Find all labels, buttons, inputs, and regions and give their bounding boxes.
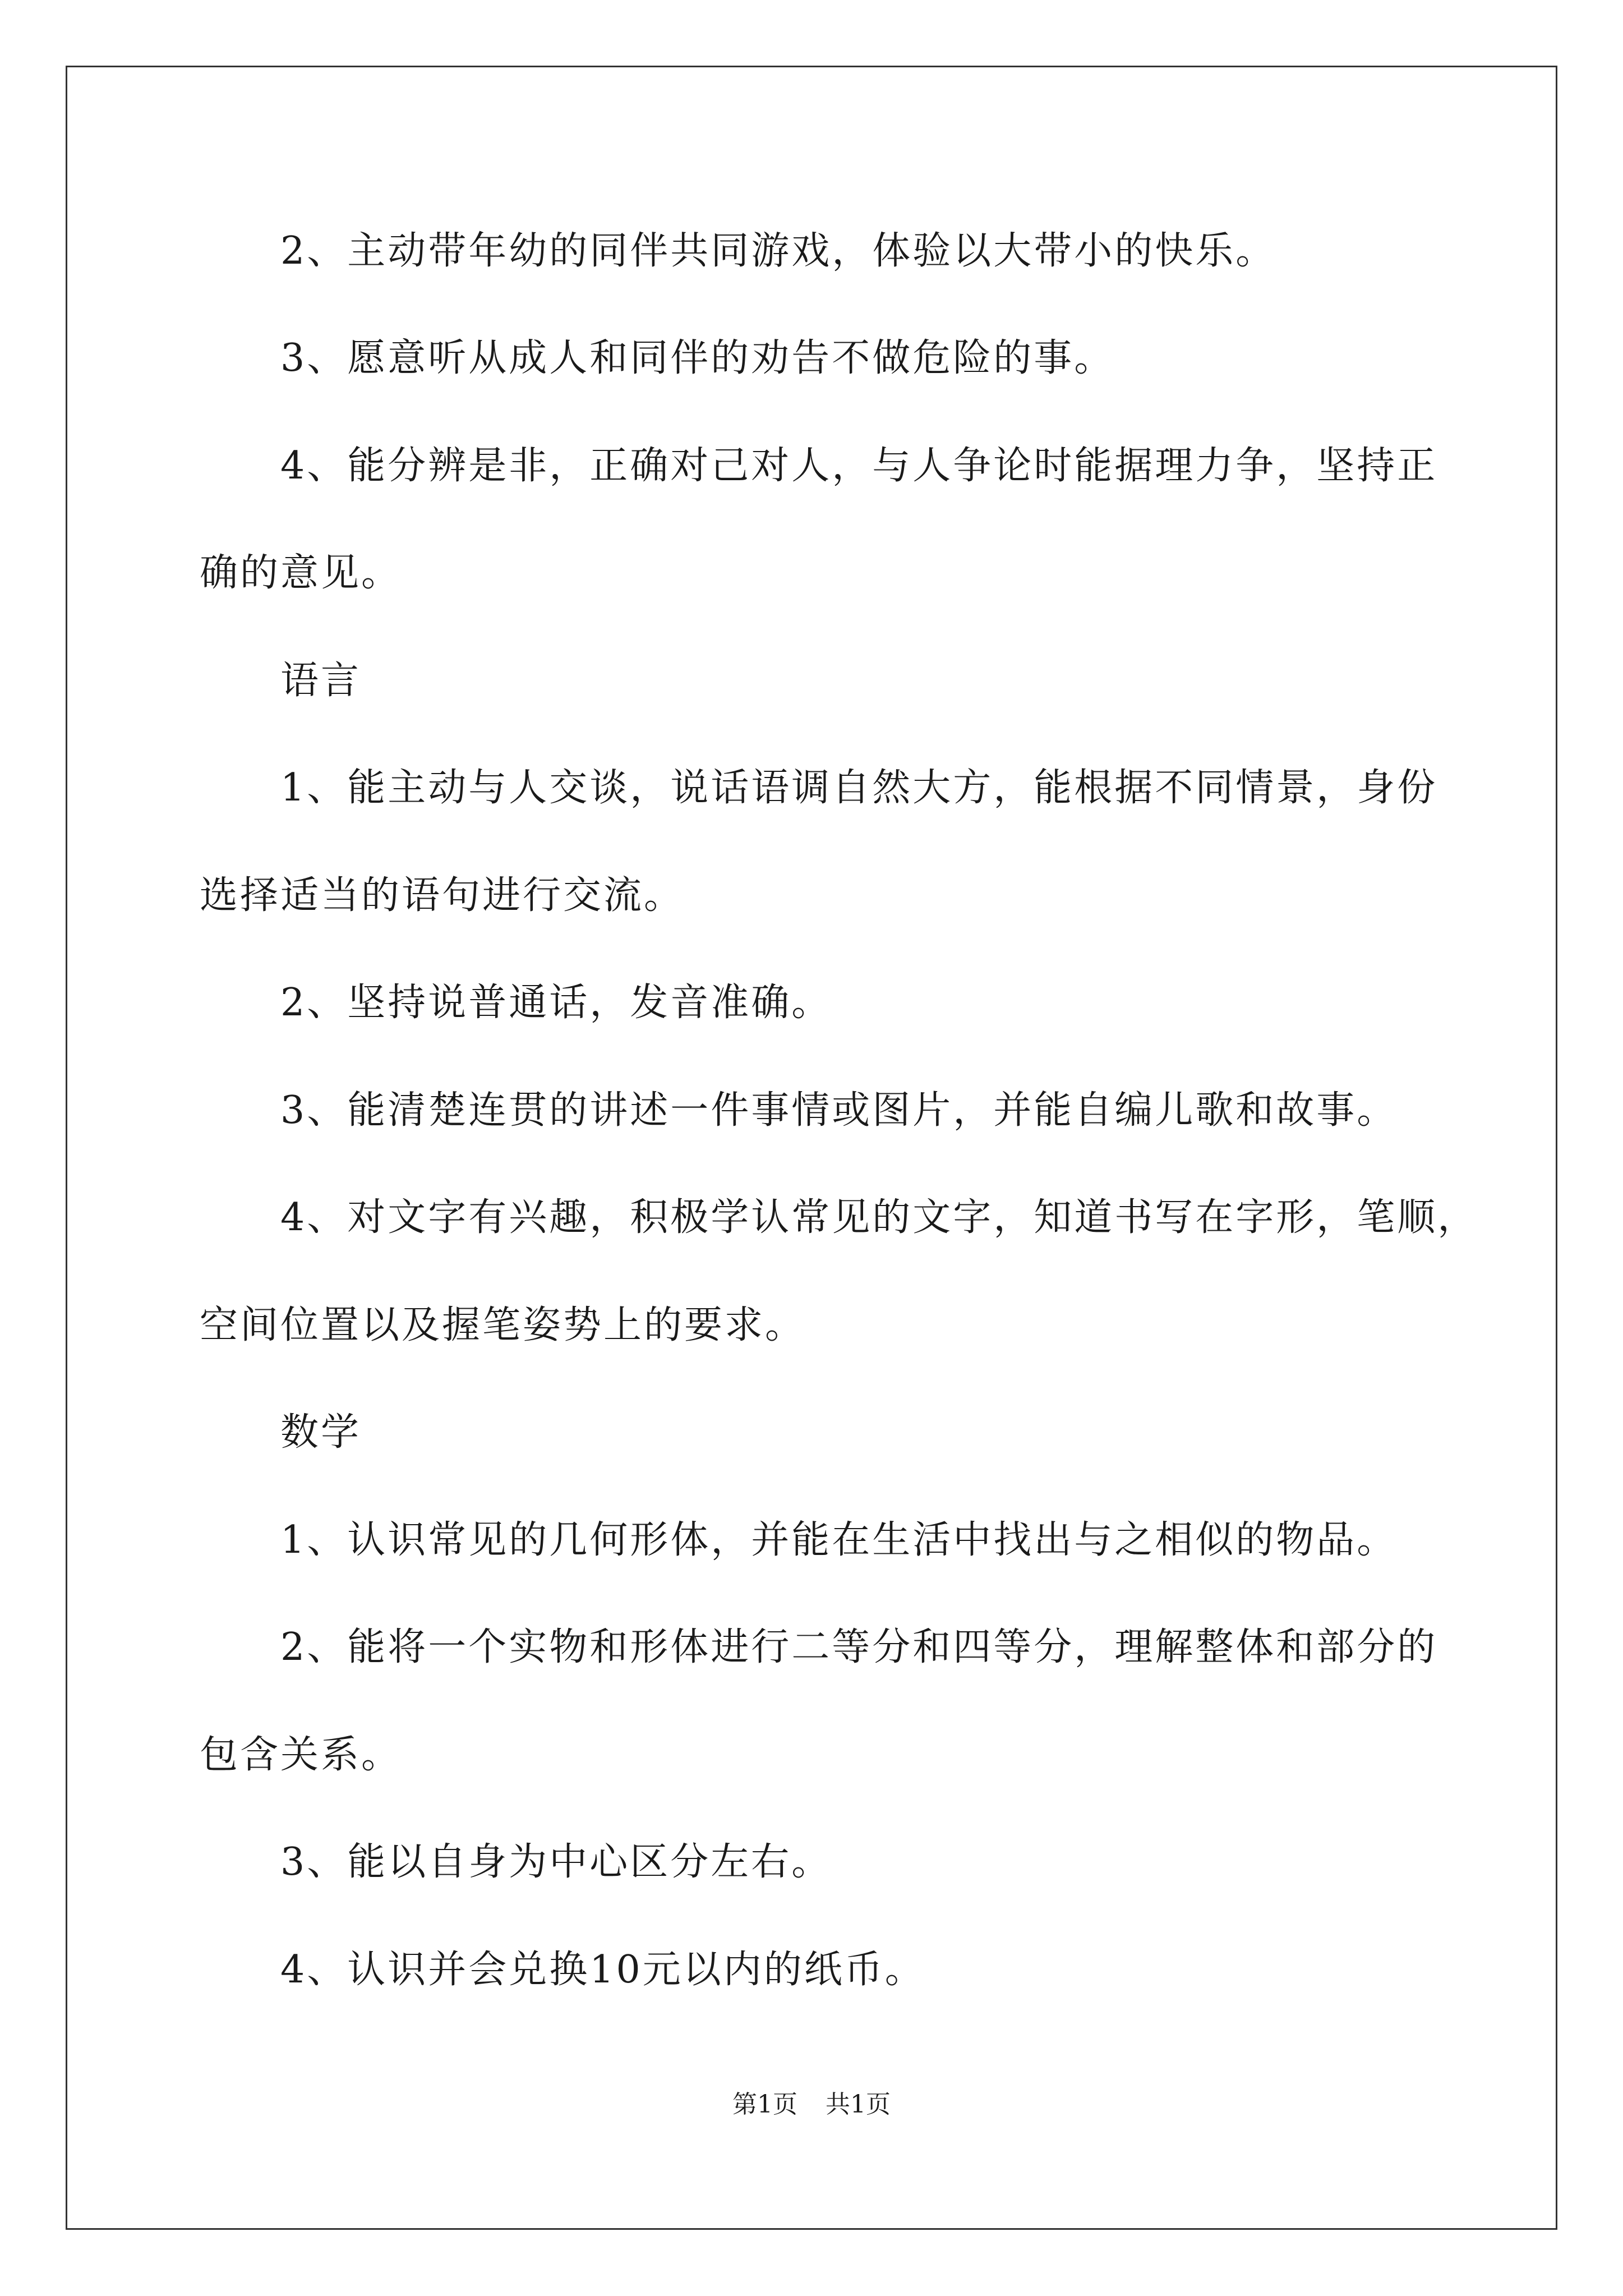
text-line-social-4: 4、能分辨是非，正确对己对人，与人争论时能据理力争，坚持正 [280,444,1438,488]
text-line-language-1-cont: 选择适当的语句进行交流。 [200,873,685,918]
text-line-math-4: 4、认识并会兑换10元以内的纸币。 [280,1948,925,1992]
section-heading-math: 数学 [280,1410,362,1455]
text-line-social-3: 3、愿意听从成人和同伴的劝告不做危险的事。 [280,336,1115,380]
text-line-language-2: 2、坚持说普通话，发音准确。 [280,981,832,1025]
text-line-language-3: 3、能清楚连贯的讲述一件事情或图片，并能自编儿歌和故事。 [280,1088,1398,1133]
text-line-math-2: 2、能将一个实物和形体进行二等分和四等分，理解整体和部分的 [280,1625,1438,1669]
text-line-language-4: 4、对文字有兴趣，积极学认常见的文字，知道书写在字形，笔顺， [280,1195,1478,1240]
text-line-math-3: 3、能以自身为中心区分左右。 [280,1840,832,1884]
text-line-language-4-cont: 空间位置以及握笔姿势上的要求。 [200,1303,806,1347]
page-total: 共1页 [826,2090,891,2119]
page-footer [0,2088,1623,2122]
text-line-social-4-cont: 确的意见。 [200,551,402,595]
text-line-social-2: 2、主动带年幼的同伴共同游戏，体验以大带小的快乐。 [280,229,1276,273]
text-line-language-1: 1、能主动与人交谈，说话语调自然大方，能根据不同情景，身份 [280,766,1438,810]
text-line-math-2-cont: 包含关系。 [200,1733,402,1777]
page-border [66,66,1557,2230]
text-line-math-1: 1、认识常见的几何形体，并能在生活中找出与之相似的物品。 [280,1518,1398,1562]
page-number: 第1页 [732,2090,797,2119]
section-heading-language: 语言 [280,659,362,703]
